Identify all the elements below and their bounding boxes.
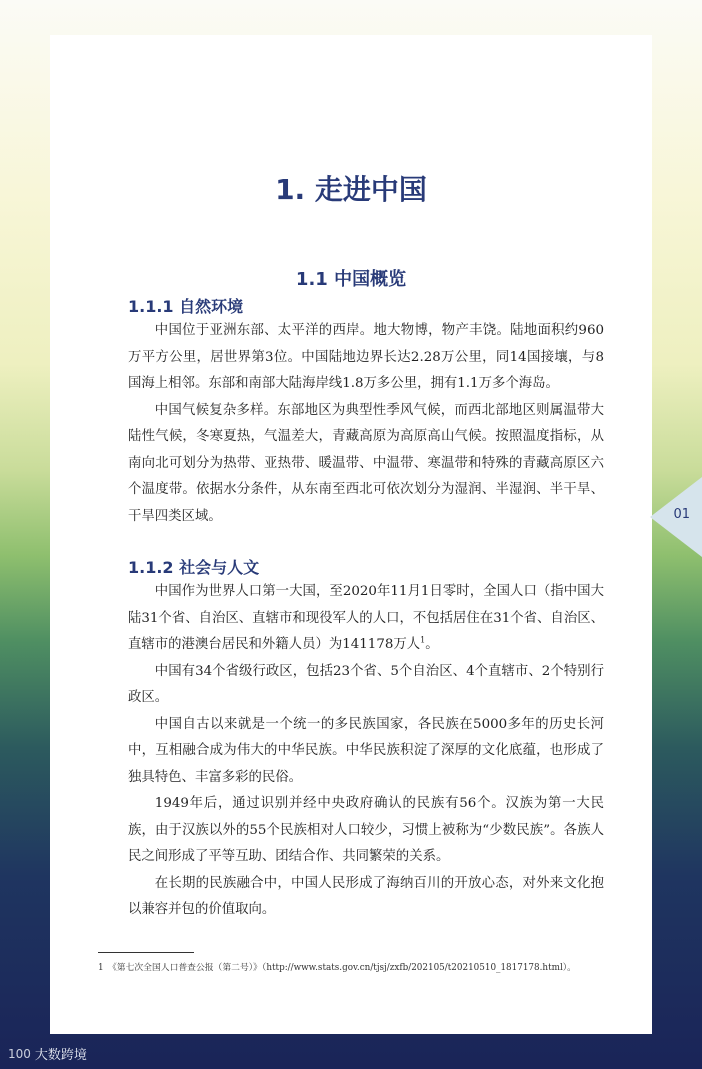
- brand-name: 大数跨境: [34, 1048, 87, 1063]
- paragraph: 中国自古以来就是一个统一的多民族国家，各民族在5000多年的历史长河中，互相融合成为伟大的中华民族。中华民族积淀了深厚的文化底蕴，也形成了独具特色、丰富多彩的民俗。: [128, 716, 604, 785]
- section-title: 1.1 中国概览: [295, 269, 407, 290]
- natural-environment-body: [128, 318, 604, 530]
- footnote-divider: [98, 952, 194, 953]
- paragraph: 中国气候复杂多样。东部地区为典型性季风气候，而西北部地区则属温带大陆性气候，冬寒夏热，气温差大，青藏高原为高原高山气候。按照温度指标，从南向北可划分为热带、亚热带、暖温带、中温带、寒温带和特殊的青藏高原区六个温度带。依据水分条件，从东南至西北可依次划分为湿润、半湿润、半干旱、干旱四类区域。: [128, 402, 604, 524]
- subsection-title-society-culture: 1.1.2 社会与人文: [128, 558, 260, 577]
- document-page: [50, 35, 652, 1034]
- watermark: [8, 1044, 87, 1063]
- footnote-ref[interactable]: 1: [420, 635, 426, 645]
- population-text-end: 。: [425, 637, 439, 652]
- paragraph: 中国位于亚洲东部、太平洋的西岸。地大物博，物产丰饶。陆地面积约960万平方公里，居世界第3位。中国陆地边界长达2.28万公里，同14国接壤，与8国海上相邻。东部和南部大陆海岸线1.8万多公里，拥有1.1万多个海岛。: [128, 323, 604, 391]
- page-number: 01: [673, 507, 690, 522]
- brand-logo: 100: [8, 1046, 31, 1061]
- paragraph: [128, 579, 604, 659]
- chapter-title: 1. 走进中国: [275, 173, 427, 206]
- paragraph: 1949年后，通过识别并经中央政府确认的民族有56个。汉族为第一大民族，由于汉族以外的55个民族相对人口较少，习惯上被称为“少数民族”。各族人民之间形成了平等互助、团结合作、共同繁荣的关系。: [128, 796, 604, 864]
- paragraph: 中国有34个省级行政区，包括23个省、5个自治区、4个直辖市、2个特别行政区。: [128, 663, 604, 705]
- subsection-title-natural-environment: 1.1.1 自然环境: [128, 297, 244, 316]
- footnote: 1 《第七次全国人口普查公报（第二号）》（http://www.stats.gov.cn/tjsj/zxfb/202105/t20210510_1817178.html）。: [98, 963, 576, 973]
- paragraph: 在长期的民族融合中，中国人民形成了海纳百川的开放心态，对外来文化抱以兼容并包的价值取向。: [128, 875, 604, 917]
- society-culture-body: [128, 579, 604, 924]
- population-text: 中国作为世界人口第一大国，至2020年11月1日零时，全国人口（指中国大陆31个省、自治区、直辖市和现役军人的人口，不包括居住在31个省、自治区、直辖市的港澳台居民和外籍人员）为141178万人: [128, 584, 604, 652]
